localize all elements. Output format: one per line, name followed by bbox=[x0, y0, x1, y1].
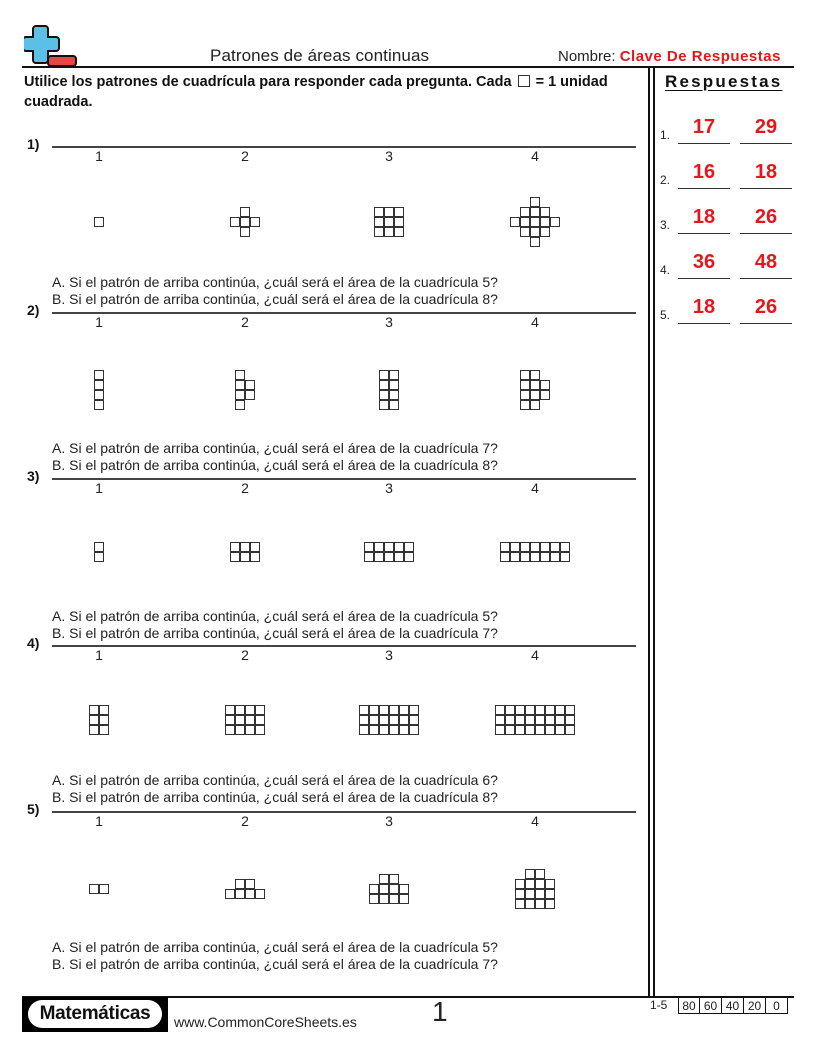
grid-cell bbox=[545, 725, 555, 735]
pattern-figure-3 bbox=[364, 542, 414, 562]
grid-cell bbox=[530, 400, 540, 410]
pattern-figure-1 bbox=[89, 884, 109, 894]
grid-cell bbox=[369, 884, 379, 894]
pattern-figure-4 bbox=[520, 370, 550, 410]
grid-cell bbox=[520, 390, 530, 400]
grid-cell bbox=[515, 725, 525, 735]
grid-cell bbox=[94, 380, 104, 390]
grid-cell bbox=[530, 237, 540, 247]
grid-cell bbox=[384, 217, 394, 227]
grid-cell bbox=[389, 380, 399, 390]
grid-cell bbox=[255, 725, 265, 735]
answer-a: 18 bbox=[678, 204, 730, 234]
grid-cell bbox=[389, 400, 399, 410]
grid-cell bbox=[394, 207, 404, 217]
grid-cell bbox=[389, 705, 399, 715]
step-label: 1 bbox=[95, 647, 103, 663]
answer-b: 26 bbox=[740, 204, 792, 234]
grid-cell bbox=[500, 542, 510, 552]
grid-cell bbox=[235, 370, 245, 380]
grid-cell bbox=[399, 715, 409, 725]
grid-cell bbox=[525, 725, 535, 735]
problem-number: 5) bbox=[27, 801, 40, 817]
grid-cell bbox=[235, 889, 245, 899]
grid-cell bbox=[359, 725, 369, 735]
answer-number: 3. bbox=[660, 218, 671, 232]
question-a: A. Si el patrón de arriba continúa, ¿cuál será el área de la cuadrícula 6? bbox=[52, 772, 498, 788]
answer-row bbox=[660, 204, 800, 234]
grid-cell bbox=[535, 869, 545, 879]
grid-cell bbox=[520, 380, 530, 390]
grid-cell bbox=[374, 542, 384, 552]
grid-cell bbox=[379, 370, 389, 380]
grid-cell bbox=[399, 705, 409, 715]
grid-cell bbox=[379, 725, 389, 735]
score-cell: 60 bbox=[700, 998, 722, 1014]
grid-cell bbox=[545, 715, 555, 725]
grid-cell bbox=[520, 400, 530, 410]
step-label: 2 bbox=[241, 314, 249, 330]
problem-divider bbox=[52, 645, 636, 647]
grid-cell bbox=[250, 542, 260, 552]
grid-cell bbox=[230, 542, 240, 552]
grid-cell bbox=[389, 874, 399, 884]
name-label: Nombre: bbox=[558, 48, 616, 65]
pattern-figure-4 bbox=[500, 542, 570, 562]
grid-cell bbox=[555, 715, 565, 725]
grid-cell bbox=[525, 889, 535, 899]
grid-cell bbox=[394, 552, 404, 562]
grid-cell bbox=[550, 552, 560, 562]
grid-cell bbox=[245, 889, 255, 899]
pattern-figure-1 bbox=[89, 705, 109, 735]
grid-cell bbox=[515, 879, 525, 889]
grid-cell bbox=[99, 705, 109, 715]
instructions bbox=[24, 72, 644, 112]
grid-cell bbox=[530, 390, 540, 400]
grid-cell bbox=[394, 542, 404, 552]
grid-cell bbox=[94, 552, 104, 562]
grid-cell bbox=[235, 879, 245, 889]
step-label: 2 bbox=[241, 148, 249, 164]
grid-cell bbox=[565, 705, 575, 715]
question-a: A. Si el patrón de arriba continúa, ¿cuál será el área de la cuadrícula 5? bbox=[52, 274, 498, 290]
problem-divider bbox=[52, 478, 636, 480]
question-b: B. Si el patrón de arriba continúa, ¿cuál será el área de la cuadrícula 7? bbox=[52, 956, 498, 972]
header-divider bbox=[22, 66, 794, 68]
grid-cell bbox=[520, 552, 530, 562]
question-b: B. Si el patrón de arriba continúa, ¿cuál será el área de la cuadrícula 7? bbox=[52, 625, 498, 641]
grid-cell bbox=[399, 884, 409, 894]
grid-cell bbox=[384, 227, 394, 237]
grid-cell bbox=[379, 705, 389, 715]
step-label: 3 bbox=[385, 314, 393, 330]
score-cell: 20 bbox=[744, 998, 766, 1014]
grid-cell bbox=[525, 869, 535, 879]
grid-cell bbox=[535, 725, 545, 735]
grid-cell bbox=[369, 705, 379, 715]
grid-cell bbox=[389, 715, 399, 725]
grid-cell bbox=[389, 390, 399, 400]
grid-cell bbox=[540, 217, 550, 227]
grid-cell bbox=[555, 705, 565, 715]
grid-cell bbox=[535, 899, 545, 909]
pattern-figure-3 bbox=[379, 370, 399, 410]
grid-cell bbox=[94, 217, 104, 227]
grid-cell bbox=[245, 725, 255, 735]
grid-cell bbox=[510, 217, 520, 227]
score-cell: 0 bbox=[766, 998, 788, 1014]
grid-cell bbox=[225, 705, 235, 715]
grid-cell bbox=[545, 889, 555, 899]
grid-cell bbox=[525, 705, 535, 715]
grid-cell bbox=[545, 705, 555, 715]
question-b: B. Si el patrón de arriba continúa, ¿cuál será el área de la cuadrícula 8? bbox=[52, 457, 498, 473]
grid-cell bbox=[89, 725, 99, 735]
page-number: 1 bbox=[432, 996, 448, 1027]
grid-cell bbox=[530, 542, 540, 552]
grid-cell bbox=[505, 725, 515, 735]
grid-cell bbox=[225, 725, 235, 735]
answer-number: 2. bbox=[660, 173, 671, 187]
grid-cell bbox=[530, 197, 540, 207]
grid-cell bbox=[409, 725, 419, 735]
name-value: Clave De Respuestas bbox=[619, 48, 781, 65]
grid-cell bbox=[520, 542, 530, 552]
grid-cell bbox=[94, 390, 104, 400]
grid-cell bbox=[505, 705, 515, 715]
grid-cell bbox=[89, 715, 99, 725]
answer-a: 17 bbox=[678, 114, 730, 144]
grid-cell bbox=[389, 884, 399, 894]
grid-cell bbox=[389, 370, 399, 380]
grid-cell bbox=[235, 715, 245, 725]
grid-cell bbox=[540, 390, 550, 400]
question-b: B. Si el patrón de arriba continúa, ¿cuál será el área de la cuadrícula 8? bbox=[52, 291, 498, 307]
grid-cell bbox=[240, 207, 250, 217]
score-range: 1-5 bbox=[650, 998, 668, 1012]
question-a: A. Si el patrón de arriba continúa, ¿cuál será el área de la cuadrícula 7? bbox=[52, 440, 498, 456]
score-cell: 80 bbox=[678, 998, 700, 1014]
problem-number: 1) bbox=[27, 136, 40, 152]
step-label: 4 bbox=[531, 813, 539, 829]
grid-cell bbox=[495, 715, 505, 725]
grid-cell bbox=[235, 380, 245, 390]
grid-cell bbox=[374, 227, 384, 237]
grid-cell bbox=[235, 725, 245, 735]
grid-cell bbox=[515, 715, 525, 725]
pattern-figure-4 bbox=[515, 869, 555, 909]
grid-cell bbox=[540, 207, 550, 217]
grid-cell bbox=[394, 217, 404, 227]
answer-b: 29 bbox=[740, 114, 792, 144]
grid-cell bbox=[515, 705, 525, 715]
answer-b: 26 bbox=[740, 294, 792, 324]
grid-cell bbox=[560, 542, 570, 552]
logo-plus-minus-icon bbox=[24, 24, 80, 68]
pattern-figure-2 bbox=[235, 370, 255, 410]
grid-cell bbox=[374, 217, 384, 227]
grid-cell bbox=[540, 552, 550, 562]
answer-row bbox=[660, 294, 800, 324]
grid-cell bbox=[230, 552, 240, 562]
grid-cell bbox=[560, 552, 570, 562]
answer-a: 36 bbox=[678, 249, 730, 279]
score-table bbox=[678, 997, 788, 1014]
question-a: A. Si el patrón de arriba continúa, ¿cuál será el área de la cuadrícula 5? bbox=[52, 939, 498, 955]
grid-cell bbox=[550, 217, 560, 227]
grid-cell bbox=[520, 207, 530, 217]
grid-cell bbox=[379, 874, 389, 884]
problem-divider bbox=[52, 811, 636, 813]
step-label: 4 bbox=[531, 480, 539, 496]
step-label: 2 bbox=[241, 813, 249, 829]
grid-cell bbox=[565, 725, 575, 735]
problem-number: 3) bbox=[27, 468, 40, 484]
step-label: 3 bbox=[385, 148, 393, 164]
grid-cell bbox=[389, 725, 399, 735]
grid-cell bbox=[245, 390, 255, 400]
grid-cell bbox=[99, 884, 109, 894]
grid-cell bbox=[379, 380, 389, 390]
instructions-text-end: = 1 unidad cuadrada. bbox=[24, 74, 608, 110]
pattern-figure-2 bbox=[225, 879, 265, 899]
grid-cell bbox=[555, 725, 565, 735]
step-label: 4 bbox=[531, 148, 539, 164]
answer-number: 4. bbox=[660, 263, 671, 277]
grid-cell bbox=[94, 370, 104, 380]
grid-cell bbox=[384, 542, 394, 552]
answer-number: 5. bbox=[660, 308, 671, 322]
grid-cell bbox=[230, 217, 240, 227]
grid-cell bbox=[240, 542, 250, 552]
step-label: 4 bbox=[531, 314, 539, 330]
grid-cell bbox=[369, 715, 379, 725]
grid-cell bbox=[530, 207, 540, 217]
problem-divider bbox=[52, 146, 636, 148]
grid-cell bbox=[379, 390, 389, 400]
pattern-figure-1 bbox=[94, 217, 104, 227]
pattern-figure-1 bbox=[94, 370, 104, 410]
step-label: 1 bbox=[95, 314, 103, 330]
pattern-figure-1 bbox=[94, 542, 104, 562]
grid-cell bbox=[374, 552, 384, 562]
pattern-figure-3 bbox=[359, 705, 419, 735]
answer-number: 1. bbox=[660, 128, 671, 142]
grid-cell bbox=[379, 715, 389, 725]
answer-b: 48 bbox=[740, 249, 792, 279]
grid-cell bbox=[545, 879, 555, 889]
problem-divider bbox=[52, 312, 636, 314]
answer-column-divider bbox=[648, 68, 650, 996]
grid-cell bbox=[404, 552, 414, 562]
grid-cell bbox=[515, 889, 525, 899]
grid-cell bbox=[545, 899, 555, 909]
grid-cell bbox=[94, 542, 104, 552]
answer-a: 18 bbox=[678, 294, 730, 324]
name-field bbox=[558, 48, 781, 65]
grid-cell bbox=[540, 380, 550, 390]
answer-row bbox=[660, 159, 800, 189]
brand-badge bbox=[22, 997, 168, 1032]
answer-a: 16 bbox=[678, 159, 730, 189]
question-b: B. Si el patrón de arriba continúa, ¿cuál será el área de la cuadrícula 8? bbox=[52, 789, 498, 805]
step-label: 3 bbox=[385, 647, 393, 663]
pattern-figure-2 bbox=[225, 705, 265, 735]
grid-cell bbox=[245, 705, 255, 715]
answer-row bbox=[660, 114, 800, 144]
brand-label: Matemáticas bbox=[28, 1000, 162, 1028]
grid-cell bbox=[535, 879, 545, 889]
grid-cell bbox=[245, 879, 255, 889]
grid-cell bbox=[510, 542, 520, 552]
grid-cell bbox=[384, 207, 394, 217]
pattern-figure-4 bbox=[510, 197, 560, 247]
grid-cell bbox=[495, 725, 505, 735]
grid-cell bbox=[389, 894, 399, 904]
grid-cell bbox=[255, 889, 265, 899]
step-label: 2 bbox=[241, 647, 249, 663]
step-label: 1 bbox=[95, 813, 103, 829]
grid-cell bbox=[255, 715, 265, 725]
instructions-text: Utilice los patrones de cuadrícula para responder cada pregunta. Cada bbox=[24, 74, 512, 90]
grid-cell bbox=[364, 542, 374, 552]
grid-cell bbox=[225, 715, 235, 725]
pattern-figure-2 bbox=[230, 207, 260, 237]
problem-number: 2) bbox=[27, 302, 40, 318]
page-title: Patrones de áreas continuas bbox=[210, 46, 430, 65]
step-label: 1 bbox=[95, 480, 103, 496]
grid-cell bbox=[255, 705, 265, 715]
question-a: A. Si el patrón de arriba continúa, ¿cuál será el área de la cuadrícula 5? bbox=[52, 608, 498, 624]
grid-cell bbox=[530, 552, 540, 562]
grid-cell bbox=[240, 227, 250, 237]
grid-cell bbox=[540, 542, 550, 552]
answers-title: Respuestas bbox=[665, 72, 783, 91]
grid-cell bbox=[89, 705, 99, 715]
step-label: 2 bbox=[241, 480, 249, 496]
pattern-figure-2 bbox=[230, 542, 260, 562]
grid-cell bbox=[520, 370, 530, 380]
grid-cell bbox=[374, 207, 384, 217]
grid-cell bbox=[240, 217, 250, 227]
grid-cell bbox=[369, 894, 379, 904]
grid-cell bbox=[409, 715, 419, 725]
grid-cell bbox=[525, 879, 535, 889]
pattern-figure-4 bbox=[495, 705, 575, 735]
unit-square-icon bbox=[518, 75, 530, 87]
grid-cell bbox=[495, 705, 505, 715]
step-label: 4 bbox=[531, 647, 539, 663]
pattern-figure-3 bbox=[369, 874, 409, 904]
step-label: 1 bbox=[95, 148, 103, 164]
grid-cell bbox=[550, 542, 560, 552]
grid-cell bbox=[89, 884, 99, 894]
grid-cell bbox=[225, 889, 235, 899]
grid-cell bbox=[520, 227, 530, 237]
grid-cell bbox=[399, 894, 409, 904]
step-label: 3 bbox=[385, 480, 393, 496]
grid-cell bbox=[530, 217, 540, 227]
answer-b: 18 bbox=[740, 159, 792, 189]
grid-cell bbox=[525, 715, 535, 725]
grid-cell bbox=[240, 552, 250, 562]
grid-cell bbox=[384, 552, 394, 562]
grid-cell bbox=[520, 217, 530, 227]
grid-cell bbox=[379, 884, 389, 894]
grid-cell bbox=[245, 715, 255, 725]
grid-cell bbox=[250, 552, 260, 562]
answer-row bbox=[660, 249, 800, 279]
grid-cell bbox=[359, 715, 369, 725]
grid-cell bbox=[369, 725, 379, 735]
grid-cell bbox=[379, 894, 389, 904]
answer-column-divider-inner bbox=[653, 68, 655, 996]
grid-cell bbox=[535, 715, 545, 725]
grid-cell bbox=[364, 552, 374, 562]
grid-cell bbox=[399, 725, 409, 735]
grid-cell bbox=[409, 705, 419, 715]
grid-cell bbox=[235, 390, 245, 400]
grid-cell bbox=[535, 889, 545, 899]
grid-cell bbox=[540, 227, 550, 237]
grid-cell bbox=[404, 542, 414, 552]
grid-cell bbox=[525, 899, 535, 909]
grid-cell bbox=[245, 380, 255, 390]
grid-cell bbox=[379, 400, 389, 410]
grid-cell bbox=[505, 715, 515, 725]
grid-cell bbox=[94, 400, 104, 410]
grid-cell bbox=[530, 227, 540, 237]
problem-number: 4) bbox=[27, 635, 40, 651]
grid-cell bbox=[99, 725, 109, 735]
grid-cell bbox=[250, 217, 260, 227]
grid-cell bbox=[530, 370, 540, 380]
grid-cell bbox=[535, 705, 545, 715]
grid-cell bbox=[530, 380, 540, 390]
grid-cell bbox=[359, 705, 369, 715]
grid-cell bbox=[565, 715, 575, 725]
grid-cell bbox=[99, 715, 109, 725]
grid-cell bbox=[235, 400, 245, 410]
grid-cell bbox=[510, 552, 520, 562]
score-cell: 40 bbox=[722, 998, 744, 1014]
site-url: www.CommonCoreSheets.es bbox=[174, 1014, 357, 1030]
grid-cell bbox=[394, 227, 404, 237]
grid-cell bbox=[235, 705, 245, 715]
grid-cell bbox=[500, 552, 510, 562]
pattern-figure-3 bbox=[374, 207, 404, 237]
step-label: 3 bbox=[385, 813, 393, 829]
grid-cell bbox=[515, 899, 525, 909]
